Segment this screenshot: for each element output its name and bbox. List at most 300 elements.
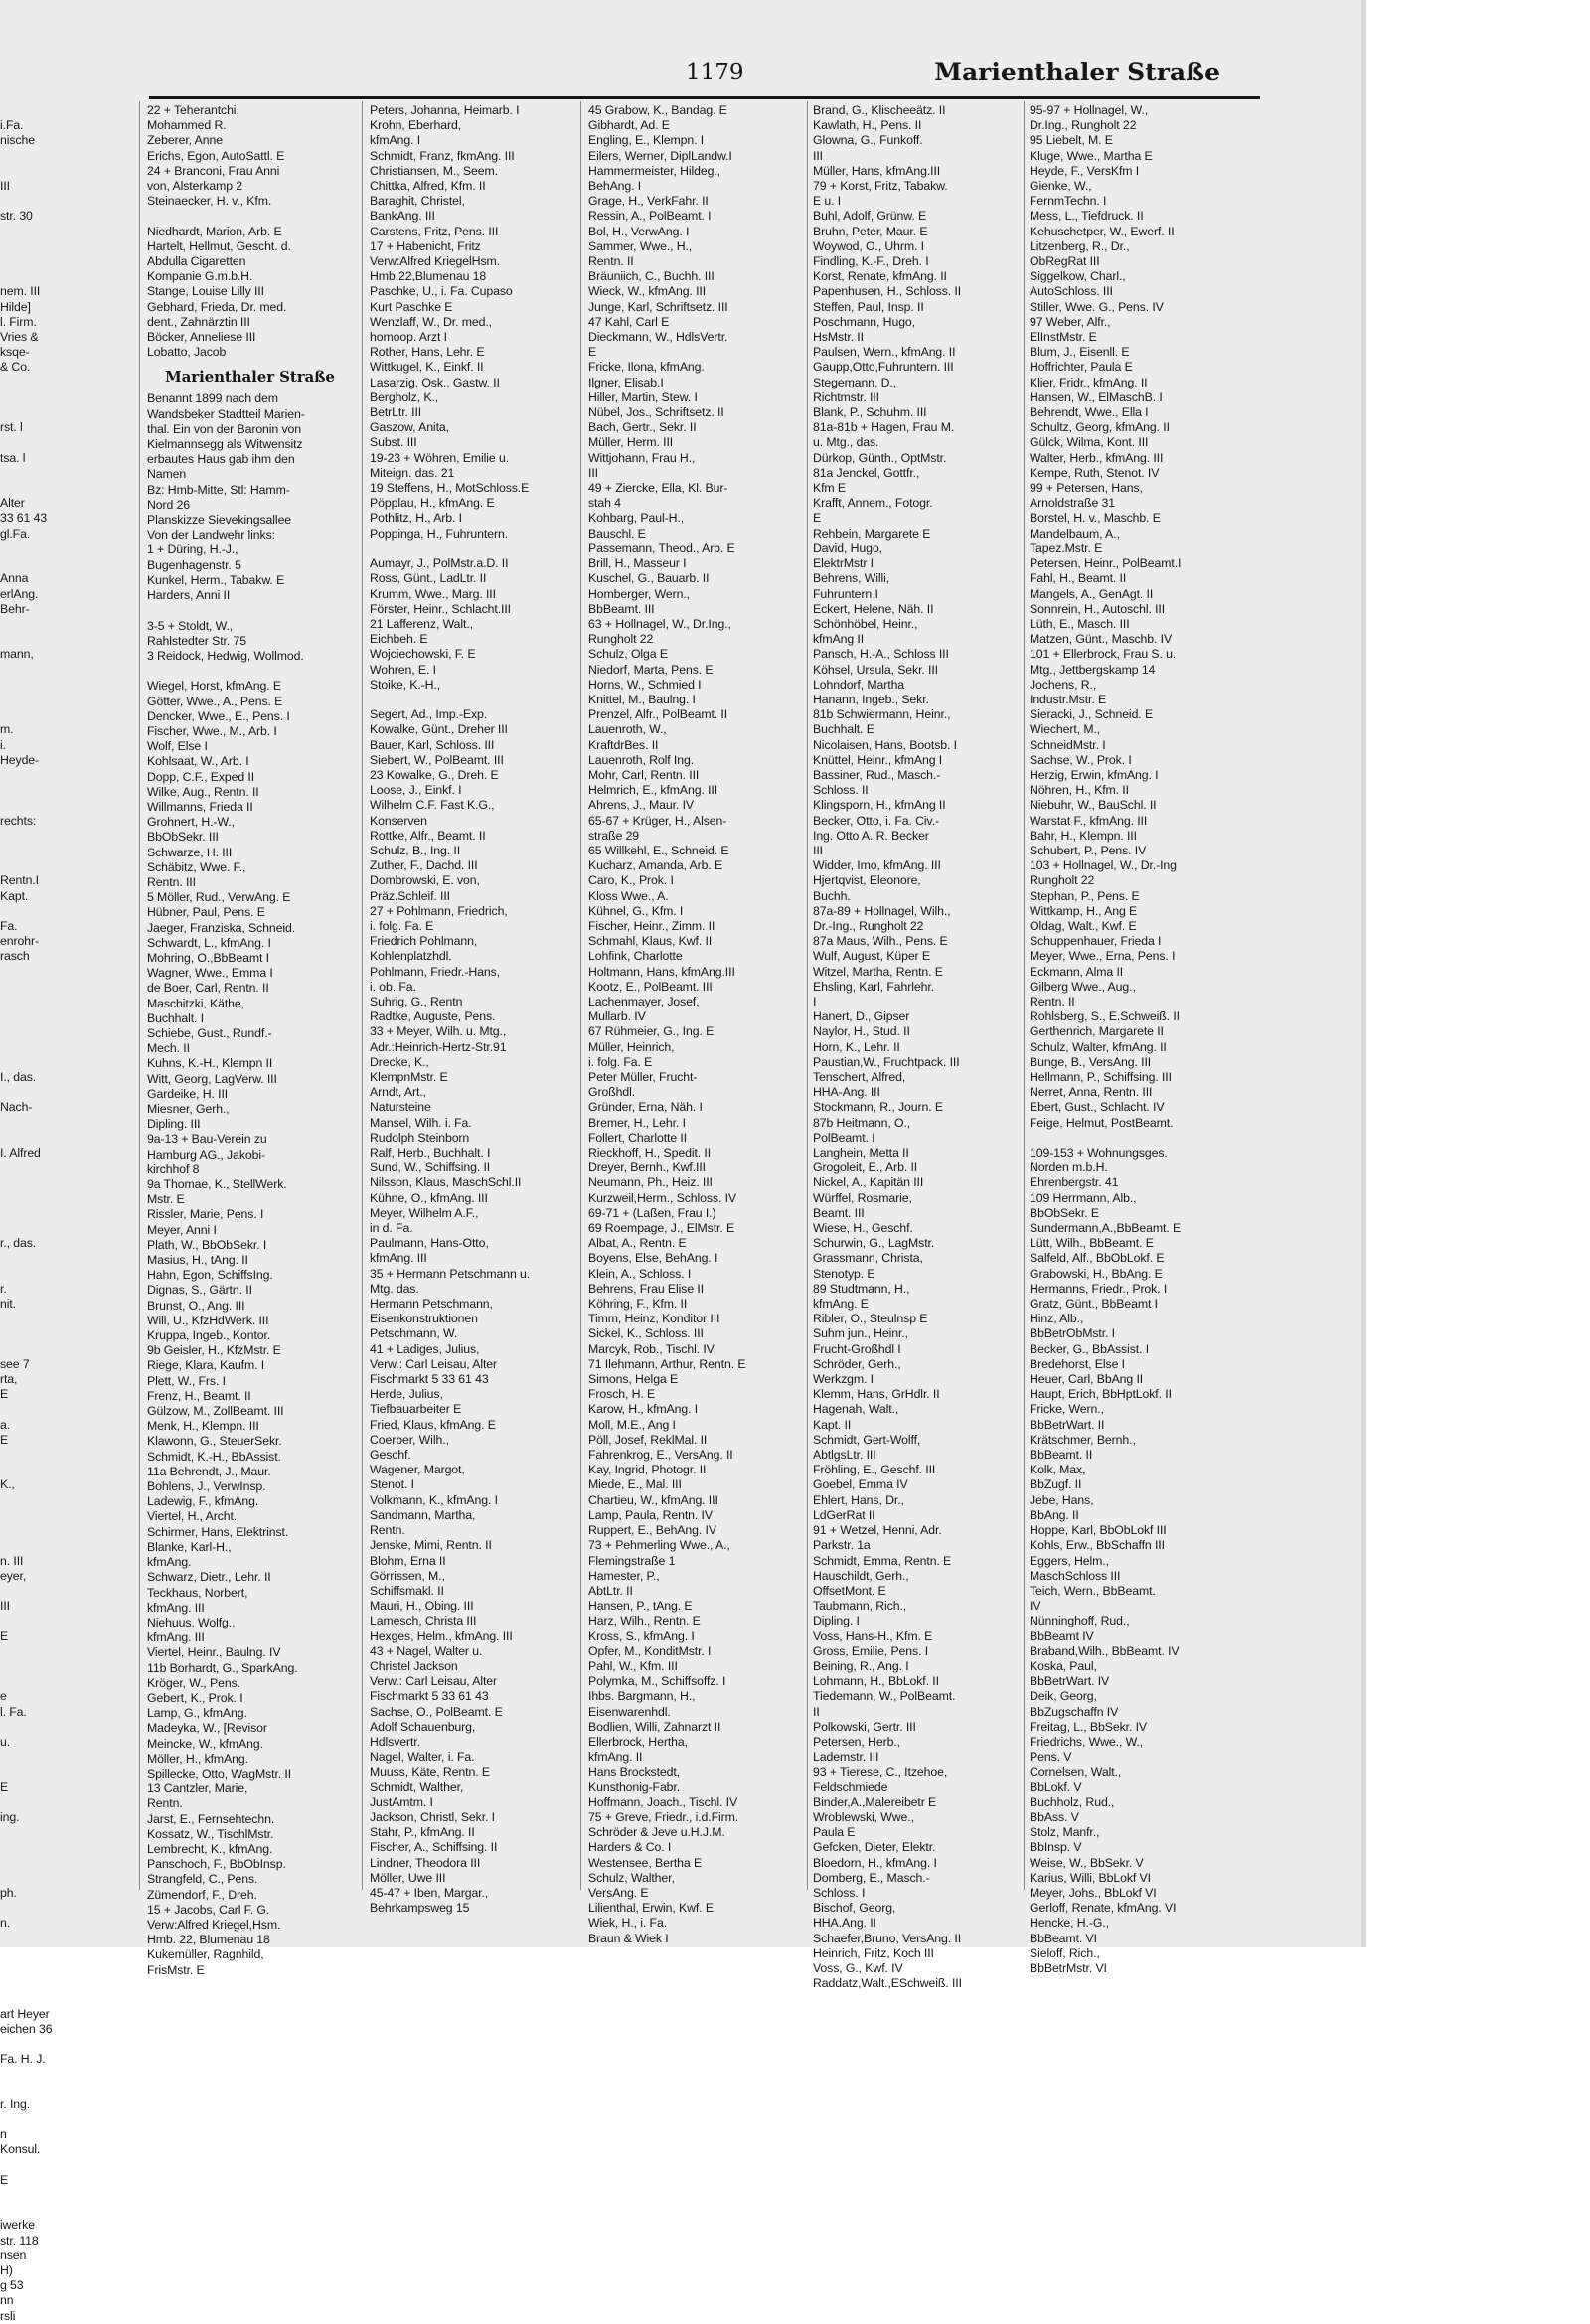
directory-line: Schloss. II xyxy=(813,783,869,798)
directory-line: Grabowski, H., BbAng. E xyxy=(1030,1266,1163,1281)
directory-line: 87b Heitmann, O., xyxy=(813,1115,911,1130)
directory-line: Lilienthal, Erwin, Kwf. E xyxy=(588,1901,714,1916)
directory-line xyxy=(0,1538,87,1553)
directory-line: LdGerRat II xyxy=(813,1507,875,1522)
directory-line: Muuss, Käte, Rentn. E xyxy=(370,1765,490,1780)
directory-line: 73 + Pehmerling Wwe., A., xyxy=(588,1538,730,1553)
directory-line: Mohring, O.,BbBeamt I xyxy=(147,950,269,965)
directory-line: Koska, Paul, xyxy=(1030,1658,1097,1673)
directory-line: Gerloff, Renate, kfmAng. VI xyxy=(1030,1901,1177,1916)
directory-line xyxy=(0,2203,87,2218)
directory-line: Adr.:Heinrich-Hertz-Str.91 xyxy=(370,1039,507,1054)
directory-line: kfmAng. III xyxy=(370,1251,427,1266)
directory-line: Ressin, A., PolBeamt. I xyxy=(588,209,712,224)
directory-line: Matzen, Günt., Maschb. IV xyxy=(1030,632,1173,647)
directory-line: Hmb. 22, Blumenau 18 xyxy=(147,1933,270,1947)
directory-line: Homberger, Wern., xyxy=(588,586,690,601)
directory-line: Schloss. I xyxy=(813,1885,866,1900)
directory-line: 81b Schwiermann, Heinr., xyxy=(813,707,951,722)
directory-line: Bugenhagenstr. 5 xyxy=(147,557,241,572)
directory-line xyxy=(0,798,87,813)
directory-line: Nickel, A., Kapitän III xyxy=(813,1175,924,1190)
directory-line: g 53 xyxy=(0,2278,24,2293)
directory-line: AutoSchloss. III xyxy=(1030,284,1113,299)
directory-line: Gaszow, Anita, xyxy=(370,420,449,435)
directory-line: Panschoch, F., BbObInsp. xyxy=(147,1857,286,1872)
directory-line: rsli xyxy=(0,2308,16,2323)
directory-line: Böcker, Anneliese III xyxy=(147,330,256,345)
directory-line: Fricke, Wern., xyxy=(1030,1402,1104,1417)
directory-line: Kukemüller, Ragnhild, xyxy=(147,1947,264,1962)
directory-line: Schuppenhauer, Frieda I xyxy=(1030,934,1162,949)
directory-line: 22 + Teherantchi, xyxy=(147,103,239,117)
directory-line: Frosch, H. E xyxy=(588,1387,656,1402)
directory-line: Klingsporn, H., kfmAng II xyxy=(813,798,946,813)
column-3 xyxy=(588,103,805,1945)
directory-line: Polkowski, Gertr. III xyxy=(813,1719,916,1734)
directory-line: Bohlens, J., VerwInsp. xyxy=(147,1479,266,1494)
directory-line xyxy=(0,1946,87,1961)
directory-line: Poschmann, Hugo, xyxy=(813,314,915,329)
directory-line: Wagner, Wwe., Emma I xyxy=(147,966,273,981)
directory-line: Mech. II xyxy=(147,1041,190,1056)
directory-line: Bremer, H., Lehr. I xyxy=(588,1115,686,1130)
directory-line: Peter Müller, Frucht- xyxy=(588,1070,698,1084)
directory-line: Segert, Ad., Imp.-Exp. xyxy=(370,707,488,722)
directory-line: Ehrenbergstr. 41 xyxy=(1030,1175,1119,1190)
directory-line: Lamp, G., kfmAng. xyxy=(147,1706,247,1721)
directory-line: erbautes Haus gab ihm den xyxy=(147,452,295,467)
directory-line: HsMstr. II xyxy=(813,330,864,345)
directory-line: Gardeike, H. III xyxy=(147,1086,229,1101)
directory-line: Bischof, Georg, xyxy=(813,1901,896,1916)
directory-line: Kross, S., kfmAng. I xyxy=(588,1628,695,1643)
directory-line xyxy=(0,1795,87,1810)
directory-line: Eichbeh. E xyxy=(370,632,428,647)
directory-line: Pothlitz, H., Arb. I xyxy=(370,511,462,526)
directory-line: Schirmer, Hans, Elektrinst. xyxy=(147,1524,289,1539)
directory-line: Niedhardt, Marion, Arb. E xyxy=(147,224,282,238)
directory-line: nem. III xyxy=(0,284,41,299)
directory-line: von, Alsterkamp 2 xyxy=(147,179,243,194)
directory-line: IV xyxy=(1030,1599,1041,1614)
directory-line: Gienke, W., xyxy=(1030,179,1092,194)
directory-line: gl.Fa. xyxy=(0,526,31,541)
directory-line: Fahl, H., Beamt. II xyxy=(1030,571,1127,586)
directory-line: BbBeamt. II xyxy=(1030,1448,1093,1463)
directory-line: Karow, H., kfmAng. I xyxy=(588,1402,699,1417)
directory-line: Gebhard, Frieda, Dr. med. xyxy=(147,299,287,314)
directory-line xyxy=(0,1961,87,1976)
directory-line: Klawonn, G., SteuerSekr. xyxy=(147,1434,282,1449)
directory-line: III xyxy=(813,843,823,857)
page-number: 1179 xyxy=(686,60,744,85)
directory-line: Feige, Helmut, PostBeamt. xyxy=(1030,1115,1174,1130)
directory-line: Suhrig, G., Rentn xyxy=(370,994,463,1008)
directory-line: Behrens, Willi, xyxy=(813,571,890,586)
directory-line xyxy=(0,995,87,1009)
directory-line: 47 Kahl, Carl E xyxy=(588,314,670,329)
directory-line: Frenz, H., Beamt. II xyxy=(147,1388,251,1403)
column-divider xyxy=(807,101,808,1890)
directory-line: Rieckhoff, H., Spedit. II xyxy=(588,1146,712,1161)
directory-line: Wittkamp, H., Ang E xyxy=(1030,903,1138,918)
directory-line: 81a Jenckel, Gottfr., xyxy=(813,465,920,480)
directory-line: Eilers, Werner, DiplLandw.I xyxy=(588,148,732,163)
directory-line: Schultz, Georg, kfmAng. II xyxy=(1030,420,1170,435)
directory-line: Freitag, L., BbSekr. IV xyxy=(1030,1719,1147,1734)
directory-line: 43 + Nagel, Walter u. xyxy=(370,1643,483,1658)
directory-line: Industr.Mstr. E xyxy=(1030,692,1107,706)
directory-line: Rungholt 22 xyxy=(588,632,654,647)
directory-line: Wiek, H., i. Fa. xyxy=(588,1916,668,1931)
directory-line: Hjertqvist, Eleonore, xyxy=(813,873,921,888)
directory-line: Paustian,W., Fruchtpack. III xyxy=(813,1054,960,1069)
directory-line: Petschmann, W. xyxy=(370,1326,458,1341)
directory-line: 35 + Hermann Petschmann u. xyxy=(370,1266,531,1281)
directory-line: Hahn, Egon, SchiffsIng. xyxy=(147,1268,273,1283)
directory-line: Sundermann,A.,BbBeamt. E xyxy=(1030,1221,1182,1236)
directory-line: Dr.-Ing., Rungholt 22 xyxy=(813,918,924,933)
directory-line: Junge, Karl, Schriftsetz. III xyxy=(588,299,728,314)
directory-line: Kühne, O., kfmAng. III xyxy=(370,1190,488,1205)
directory-line: Madeyka, W., [Revisor xyxy=(147,1721,267,1736)
directory-line: Kowalke, Günt., Dreher III xyxy=(370,722,508,737)
directory-line: Lohndorf, Martha xyxy=(813,677,905,692)
directory-line: Ing. Otto A. R. Becker xyxy=(813,828,929,843)
directory-line: Eckmann, Alma II xyxy=(1030,964,1124,979)
directory-line: Behr- xyxy=(0,601,30,616)
directory-line: Hagenah, Walt., xyxy=(813,1402,899,1417)
directory-line: Borstel, H. v., Maschb. E xyxy=(1030,511,1161,526)
directory-line: Gross, Emilie, Pens. I xyxy=(813,1643,929,1658)
directory-line: n xyxy=(0,2127,7,2142)
directory-line: Bol, H., VerwAng. I xyxy=(588,224,690,238)
column-divider xyxy=(1024,101,1025,1890)
directory-line: Kohlenplatzhdl. xyxy=(370,949,452,964)
directory-line: Mullarb. IV xyxy=(588,1009,646,1024)
directory-line: PolBeamt. I xyxy=(813,1130,875,1145)
directory-line: erlAng. xyxy=(0,586,39,601)
directory-line: Wiegel, Horst, kfmAng. E xyxy=(147,679,281,694)
directory-line: homoop. Arzt I xyxy=(370,330,447,345)
directory-line: Meincke, W., kfmAng. xyxy=(147,1736,263,1751)
directory-line: Paulmann, Hans-Otto, xyxy=(370,1236,489,1251)
directory-line: Köhring, F., Kfm. II xyxy=(588,1297,688,1312)
directory-line: 33 + Meyer, Wilh. u. Mtg., xyxy=(370,1024,507,1039)
directory-line: l. Firm. xyxy=(0,314,37,329)
directory-line: 89 Studtmann, H., xyxy=(813,1281,910,1296)
directory-line: Ellerbrock, Hertha, xyxy=(588,1734,688,1749)
directory-line xyxy=(0,435,87,450)
directory-line: Nöhren, H., Kfm. II xyxy=(1030,783,1129,798)
directory-line: Tiedemann, W., PolBeamt. xyxy=(813,1689,956,1704)
directory-line: Simons, Helga E xyxy=(588,1372,679,1387)
directory-line: Schulz, Walther, xyxy=(588,1870,675,1885)
directory-line: Fried, Klaus, kfmAng. E xyxy=(370,1417,496,1432)
directory-line xyxy=(0,844,87,858)
directory-line: Blum, J., Eisenll. E xyxy=(1030,345,1130,360)
directory-line: u. Mtg., das. xyxy=(813,435,879,450)
directory-line: Hilde] xyxy=(0,299,31,314)
directory-line: Arndt, Art., xyxy=(370,1085,426,1100)
directory-line: 11b Borhardt, G., SparkAng. xyxy=(147,1660,298,1675)
directory-line: Salfeld, Alf., BbObLokf. E xyxy=(1030,1251,1165,1266)
directory-line: FernmTechn. I xyxy=(1030,194,1107,209)
directory-line: Schubert, P., Pens. IV xyxy=(1030,843,1147,857)
directory-line: 109 Herrmann, Alb., xyxy=(1030,1190,1137,1205)
directory-line: Rentn. II xyxy=(1030,994,1075,1008)
directory-line: Cornelsen, Walt., xyxy=(1030,1765,1122,1780)
directory-line: Namen xyxy=(147,467,187,482)
directory-line: III xyxy=(813,148,823,163)
directory-line xyxy=(0,1040,87,1055)
directory-line: Chartieu, W., kfmAng. III xyxy=(588,1492,718,1507)
directory-line xyxy=(0,1659,87,1674)
directory-line: Zümendorf, F., Dreh. xyxy=(147,1887,257,1902)
directory-line: Stolz, Manfr., xyxy=(1030,1825,1100,1840)
column-2 xyxy=(370,103,572,1916)
directory-line: BbBetrMstr. VI xyxy=(1030,1960,1107,1975)
directory-line: Kohlsaat, W., Arb. I xyxy=(147,754,249,769)
directory-line xyxy=(0,1326,87,1341)
directory-line xyxy=(0,783,87,798)
directory-line: dent., Zahnärztin III xyxy=(147,314,250,329)
directory-line xyxy=(0,1312,87,1326)
directory-line: Bassiner, Rud., Masch.- xyxy=(813,767,941,782)
directory-line: ksqe- xyxy=(0,345,30,360)
directory-line: Schaefer,Bruno, VersAng. II xyxy=(813,1931,962,1945)
directory-line: Krafft, Annem., Fotogr. xyxy=(813,496,933,511)
directory-line: Hoffrichter, Paula E xyxy=(1030,360,1133,375)
directory-line: Tapez.Mstr. E xyxy=(1030,541,1103,555)
directory-line: Hamburg AG., Jakobi- xyxy=(147,1147,265,1162)
directory-line xyxy=(0,1765,87,1780)
directory-line: Follert, Charlotte II xyxy=(588,1130,688,1145)
directory-line xyxy=(0,1342,87,1357)
directory-line xyxy=(0,1644,87,1659)
directory-line xyxy=(0,254,87,269)
directory-line: Sonnrein, H., Autoschl. III xyxy=(1030,601,1166,616)
directory-line: Herzig, Erwin, kfmAng. I xyxy=(1030,767,1159,782)
directory-line: Sammer, Wwe., H., xyxy=(588,238,693,253)
directory-line: Benannt 1899 nach dem xyxy=(147,391,278,406)
directory-line: Fahrenkrog, E., VersAng. II xyxy=(588,1448,733,1463)
directory-line: Miesner, Gerh., xyxy=(147,1102,230,1116)
directory-line: Fischer, A., Schiffsing. II xyxy=(370,1840,498,1855)
directory-line: II xyxy=(813,1704,820,1719)
directory-line: Schmidt, Gert-Wolff, xyxy=(813,1432,921,1447)
directory-line: Bauschl. E xyxy=(588,526,646,541)
directory-line: Caro, K., Prok. I xyxy=(588,873,674,888)
directory-line: Gilberg Wwe., Aug., xyxy=(1030,979,1136,994)
directory-line: Prenzel, Alfr., PolBeamt. II xyxy=(588,707,728,722)
directory-line: i. folg. Fa. E xyxy=(588,1054,653,1069)
directory-line: Fischer, Heinr., Zimm. II xyxy=(588,918,716,933)
directory-line: Masius, H., tAng. II xyxy=(147,1253,248,1268)
directory-line: Holtmann, Hans, kfmAng.III xyxy=(588,964,735,979)
directory-line: Kloss Wwe., A. xyxy=(588,888,669,903)
directory-line: i. folg. Fa. E xyxy=(370,918,434,933)
directory-line xyxy=(0,1085,87,1100)
directory-line xyxy=(370,693,572,707)
directory-line: Lembrecht, K., kfmAng. xyxy=(147,1841,273,1856)
directory-line: Buchhalt. E xyxy=(813,722,874,737)
directory-line: Teckhaus, Norbert, xyxy=(147,1585,248,1600)
directory-line: 69 Roempage, J., ElMstr. E xyxy=(588,1221,735,1236)
directory-line: Pöll, Josef, ReklMal. II xyxy=(588,1432,708,1447)
directory-line: Kay, Ingrid, Photogr. II xyxy=(588,1463,707,1477)
directory-line: VersAng. E xyxy=(588,1885,649,1900)
directory-line: Wroblewski, Wwe., xyxy=(813,1809,914,1824)
directory-line: Jebe, Hans, xyxy=(1030,1492,1094,1507)
directory-line: kirchhof 8 xyxy=(147,1162,200,1176)
directory-line: Schmahl, Klaus, Kwf. II xyxy=(588,934,713,949)
directory-line: Coerber, Wilh., xyxy=(370,1432,449,1447)
directory-line: 79 + Korst, Fritz, Tabakw. xyxy=(813,179,948,194)
directory-line: Rudolph Steinborn xyxy=(370,1130,470,1145)
directory-line: stah 4 xyxy=(588,496,621,511)
directory-line: BbBeamt. III xyxy=(588,601,655,616)
directory-line: Fischmarkt 5 33 61 43 xyxy=(370,1372,489,1387)
directory-line: Kfm E xyxy=(813,481,846,496)
directory-line: David, Hugo, xyxy=(813,541,882,555)
directory-line: Dr.Ing., Rungholt 22 xyxy=(1030,118,1137,133)
directory-line: Rentn. II xyxy=(588,254,634,269)
directory-line: Flemingstraße 1 xyxy=(588,1553,676,1568)
directory-line xyxy=(0,1674,87,1689)
header-rule xyxy=(149,96,1260,99)
directory-line xyxy=(0,663,87,678)
directory-line: i. ob. Fa. xyxy=(370,979,416,994)
directory-line: Rottke, Alfr., Beamt. II xyxy=(370,828,486,843)
directory-line xyxy=(0,1614,87,1628)
directory-line: Witzel, Martha, Rentn. E xyxy=(813,964,943,979)
directory-line: Zuther, F., Dachd. III xyxy=(370,858,478,873)
directory-line: 15 + Jacobs, Carl F. G. xyxy=(147,1902,270,1917)
directory-line xyxy=(0,1463,87,1477)
directory-line xyxy=(0,1825,87,1840)
directory-line: Beining, R., Ang. I xyxy=(813,1658,909,1673)
directory-line: nit. xyxy=(0,1297,17,1312)
directory-line: Gülzow, M., ZollBeamt. III xyxy=(147,1404,284,1419)
directory-line: Willmanns, Frieda II xyxy=(147,799,253,814)
directory-line: Bloedorn, H., kfmAng. I xyxy=(813,1855,937,1870)
directory-line xyxy=(0,466,87,481)
directory-line: Eckert, Helene, Näh. II xyxy=(813,601,934,616)
directory-line xyxy=(0,376,87,390)
directory-line xyxy=(0,194,87,209)
directory-line: Würffel, Rosmarie, xyxy=(813,1190,912,1205)
directory-line: Pansch, H.-A., Schloss III xyxy=(813,647,949,662)
directory-line: Buchholz, Rud., xyxy=(1030,1794,1115,1809)
directory-line: Rentn. xyxy=(147,1796,183,1811)
directory-line: Viertel, Heinr., Baulng. IV xyxy=(147,1645,281,1660)
directory-line: Harders & Co. I xyxy=(588,1840,672,1855)
directory-line: Lindner, Theodora III xyxy=(370,1855,481,1870)
directory-line: Kapt. II xyxy=(813,1417,852,1432)
directory-line: Bodlien, Willi, Zahnarzt II xyxy=(588,1719,721,1734)
directory-line: Becker, G., BbAssist. I xyxy=(1030,1341,1150,1356)
directory-line: Hamester, P., xyxy=(588,1568,660,1583)
directory-line: 93 + Tierese, C., Itzehoe, xyxy=(813,1765,948,1780)
directory-line: BbObSekr. III xyxy=(147,830,219,845)
directory-line: eyer, xyxy=(0,1568,27,1583)
directory-line: Schmidt, Walther, xyxy=(370,1780,464,1794)
directory-line: Nord 26 xyxy=(147,497,191,512)
directory-line: Raddatz,Walt.,ESchweiß. III xyxy=(813,1976,962,1991)
directory-line: Kempe, Ruth, Stenot. IV xyxy=(1030,465,1160,480)
directory-line: Verw:Alfred Kriegel,Hsm. xyxy=(147,1917,281,1932)
directory-line: Hoppe, Karl, BbObLokf III xyxy=(1030,1523,1167,1538)
directory-line: Anna xyxy=(0,571,29,586)
directory-line xyxy=(0,481,87,496)
directory-line: Christiansen, M., Seem. xyxy=(370,163,498,178)
directory-line: Kapt. xyxy=(0,888,29,903)
directory-line: HHA.Ang. II xyxy=(813,1916,876,1931)
directory-line: Kohls, Erw., BbSchaffn III xyxy=(1030,1538,1165,1553)
directory-line: Wittkugel, K., Einkf. II xyxy=(370,360,484,375)
directory-line: Maschitzki, Käthe, xyxy=(147,996,244,1010)
directory-line: Siggelkow, Charl., xyxy=(1030,269,1126,284)
directory-line xyxy=(0,2037,87,2052)
directory-line: Kluge, Wwe., Martha E xyxy=(1030,148,1153,163)
directory-line xyxy=(0,1221,87,1236)
directory-line: H) xyxy=(0,2263,13,2278)
directory-line: I. Alfred xyxy=(0,1146,41,1161)
directory-line: 75 + Greve, Friedr., i.d.Firm. xyxy=(588,1809,739,1824)
directory-line: Möller, H., kfmAng. xyxy=(147,1751,248,1766)
directory-line: Stange, Louise Lilly III xyxy=(147,284,264,299)
directory-line: I., das. xyxy=(0,1070,37,1084)
directory-line: ing. xyxy=(0,1809,20,1824)
directory-line: Stoike, K.-H., xyxy=(370,677,441,692)
directory-line: Ehlert, Hans, Dr., xyxy=(813,1492,904,1507)
directory-line: Dieckmann, W., HdlsVertr. xyxy=(588,330,728,345)
directory-line xyxy=(0,617,87,632)
directory-line: 11a Behrendt, J., Maur. xyxy=(147,1464,271,1478)
directory-line: BbBetrWart. II xyxy=(1030,1417,1105,1432)
directory-line: Pens. V xyxy=(1030,1750,1072,1765)
directory-line: E xyxy=(0,1387,9,1402)
directory-line: Hübner, Paul, Pens. E xyxy=(147,905,265,920)
directory-line: Mandelbaum, A., xyxy=(1030,526,1120,541)
directory-line: 49 + Ziercke, Ella, Kl. Bur- xyxy=(588,481,728,496)
directory-line: Lachenmayer, Josef, xyxy=(588,994,700,1008)
directory-line: Buhl, Adolf, Grünw. E xyxy=(813,209,927,224)
directory-line: r., das. xyxy=(0,1236,37,1251)
directory-line: Rother, Hans, Lehr. E xyxy=(370,345,485,360)
directory-line: Paula E xyxy=(813,1825,856,1840)
directory-line xyxy=(0,678,87,693)
directory-line: Schwardt, L., kfmAng. I xyxy=(147,935,271,950)
directory-line: Lohmann, H., BbLokf. II xyxy=(813,1674,939,1689)
directory-line: Bahr, H., Klempn. III xyxy=(1030,828,1137,843)
directory-line: Dipling. I xyxy=(813,1614,860,1628)
directory-line: Wohren, E. I xyxy=(370,662,436,677)
directory-line: 87a-89 + Hollnagel, Wilh., xyxy=(813,903,951,918)
directory-line xyxy=(0,1750,87,1765)
directory-line: Deik, Georg, xyxy=(1030,1689,1097,1704)
column-5 xyxy=(1030,103,1260,1975)
directory-line: Nübel, Jos., Schriftsetz. II xyxy=(588,405,724,420)
directory-line xyxy=(0,390,87,405)
directory-line: Stegemann, D., xyxy=(813,375,897,389)
directory-line: str. 118 xyxy=(0,2233,39,2247)
directory-line: 103 + Hollnagel, W., Dr.-Ing xyxy=(1030,858,1177,873)
directory-line: Sandmann, Martha, xyxy=(370,1507,476,1522)
directory-line: nische xyxy=(0,133,35,148)
